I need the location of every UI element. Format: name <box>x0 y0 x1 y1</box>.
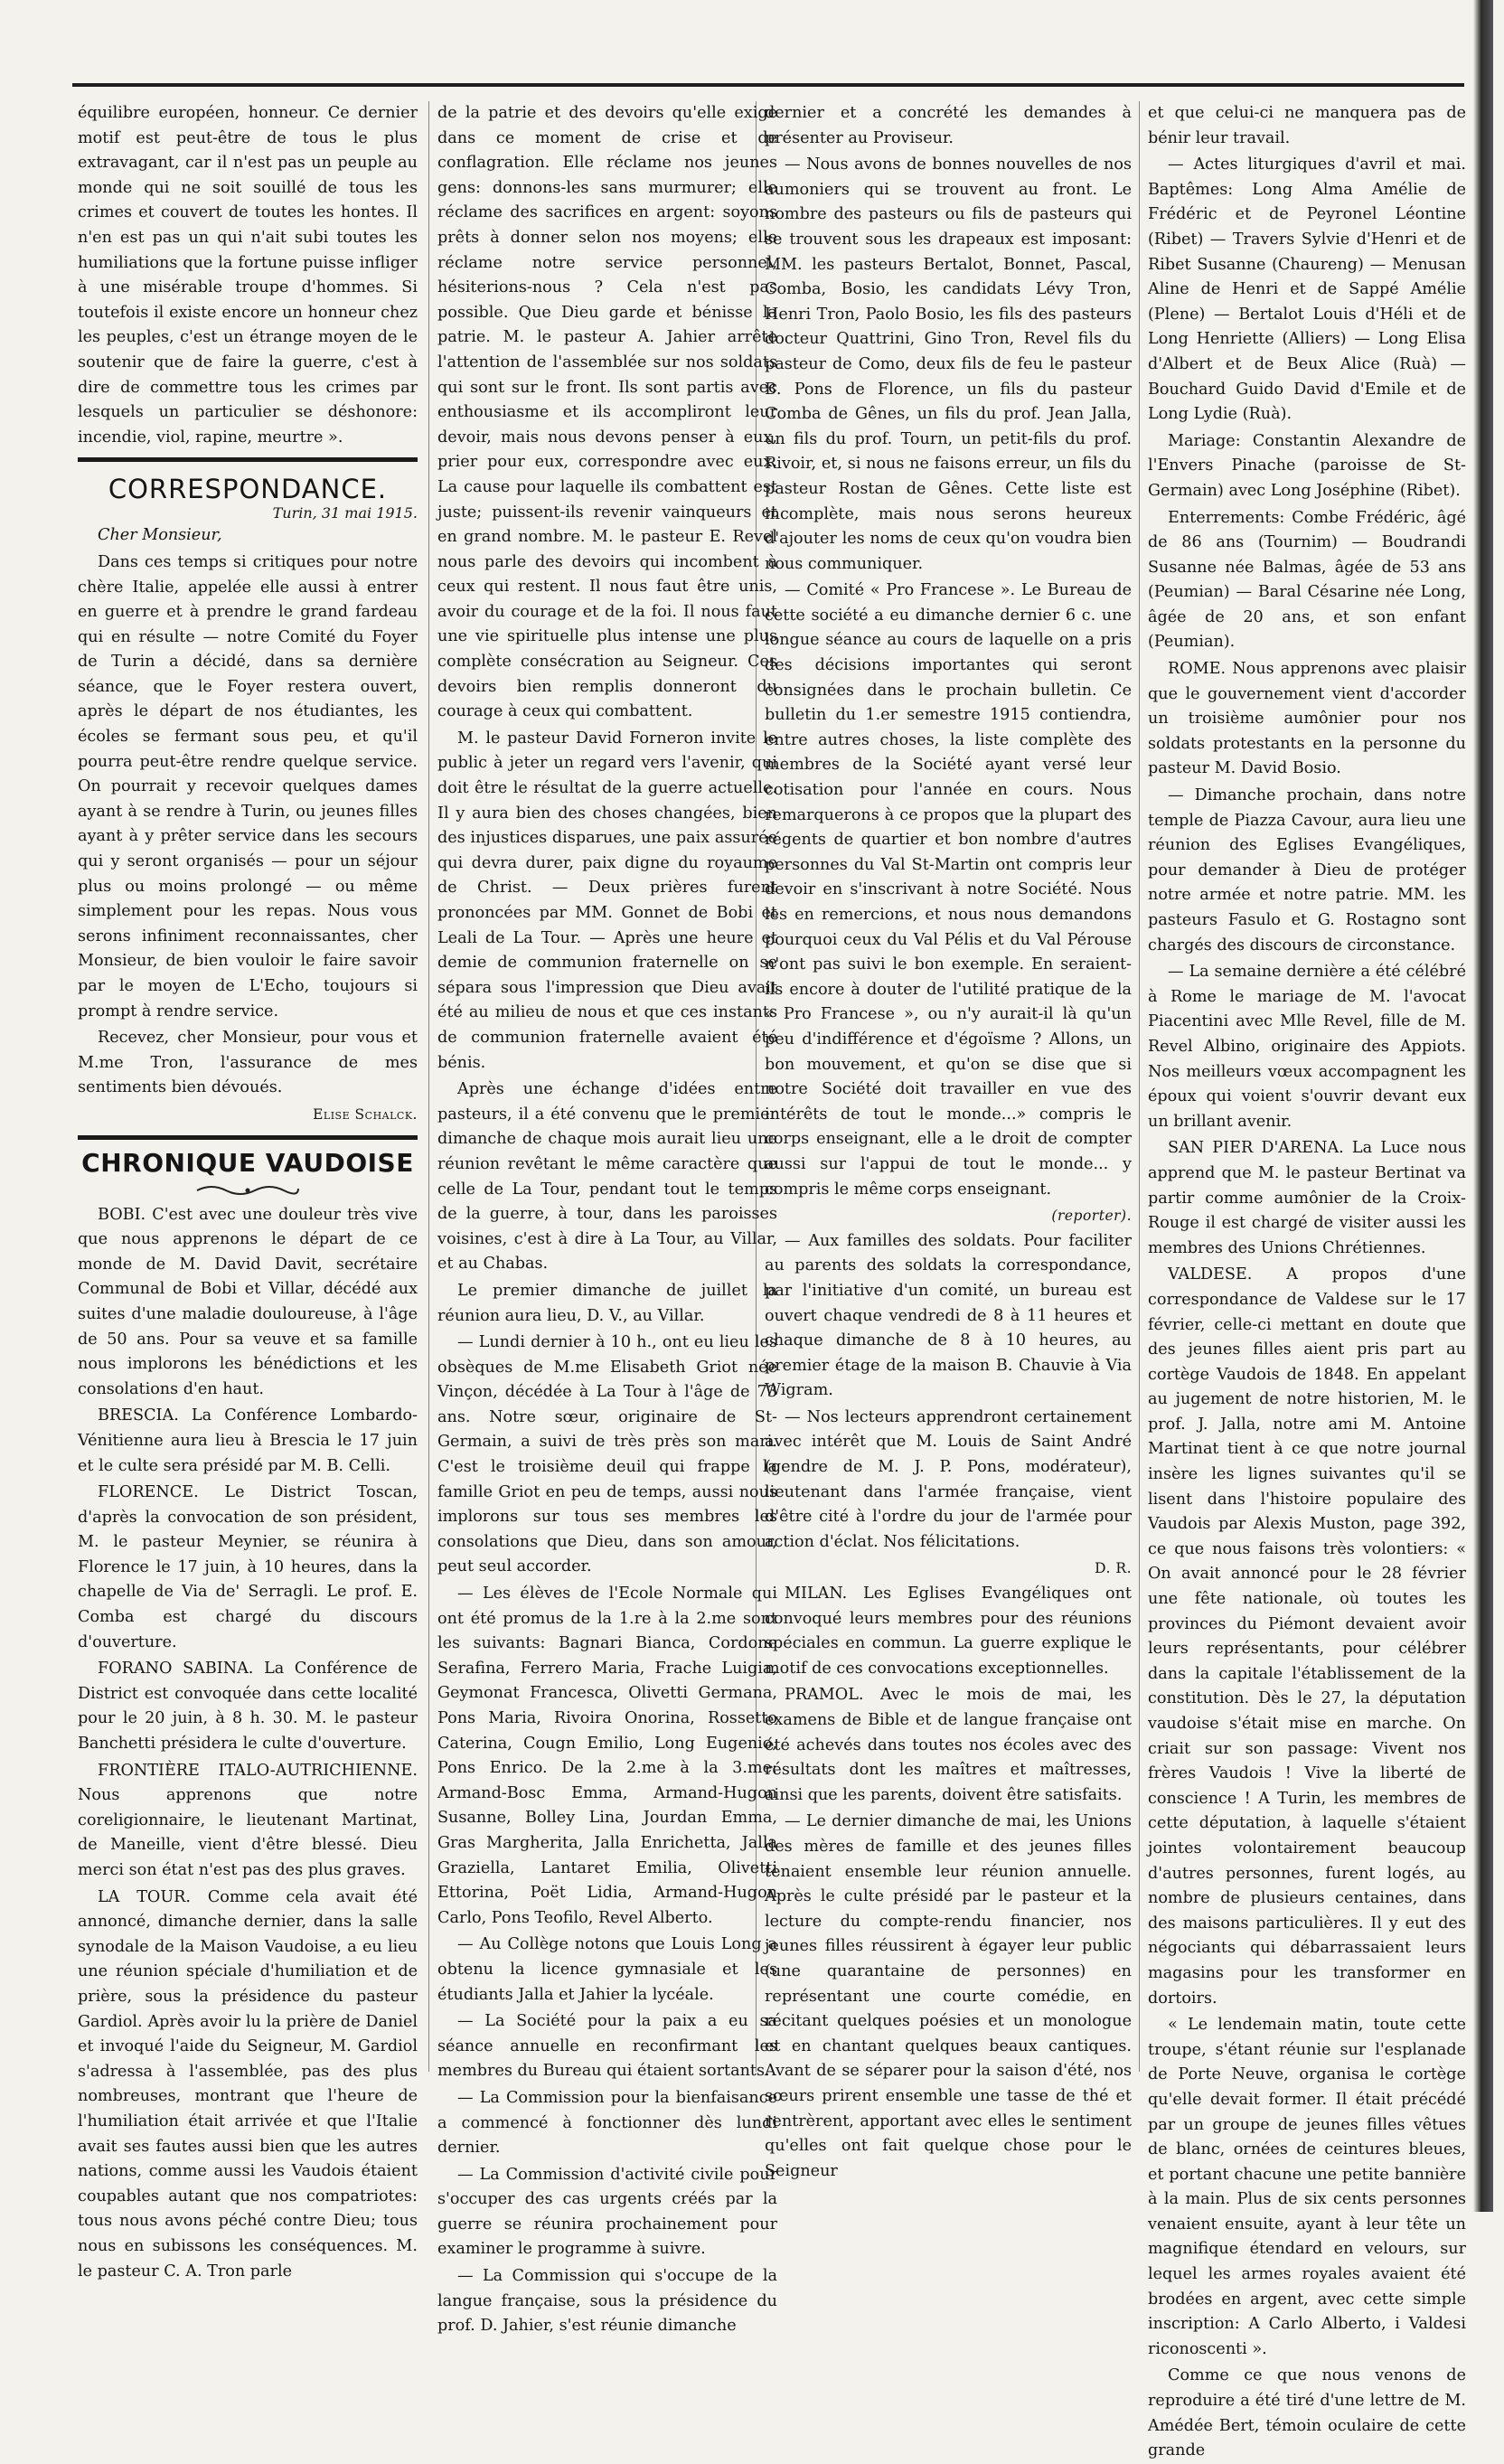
paragraph: — La Société pour la paix a eu sa séance annuelle en reconfirmant les membres du Bureau qui étaient sortants. <box>437 2012 777 2081</box>
paragraph: MILAN. Les Eglises Evangéliques ont convoqué leurs membres pour des réunions spéciales en commun. La guerre explique le motif de ces convocations exceptionnelles. <box>765 1585 1132 1678</box>
section-rule <box>78 457 418 462</box>
column-2 <box>437 101 777 2336</box>
paragraph: — Au Collège notons que Louis Long a obtenu la licence gymnasiale et les étudiants Jalla et Jahier la lycéale. <box>437 1935 777 2004</box>
paragraph: — La Commission d'activité civile pour s'occuper des cas urgents créés par la guerre se réunira prochainement pour examiner le programme à suivre. <box>437 2165 777 2259</box>
paragraph-signature: D. R. <box>1095 1560 1132 1577</box>
chronique-heading: CHRONIQUE VAUDOISE <box>81 1147 414 1178</box>
paragraph-signature: (reporter). <box>1051 1208 1132 1225</box>
paragraph: — La Commission qui s'occupe de la langue française, sous la présidence du prof. D. Jahier, s'est réunie dimanche <box>437 2267 777 2336</box>
paragraph: — Dimanche prochain, dans notre temple de Piazza Cavour, aura lieu une réunion des Eglises Evangéliques, pour demander à Dieu de protéger notre armée et notre patrie. MM. les pasteurs Fasulo et G. Rostagno sont chargés des discours de circonstance. <box>1148 786 1466 955</box>
paragraph: — La semaine dernière a été célébré à Rome le mariage de M. l'avocat Piacentini avec Mlle Revel, fille de M. Revel Albino, originaire des Appiots. Nos meilleurs vœux accompagnent les époux qui voient s'ouvrir devant eux un brillant avenir. <box>1148 963 1466 1131</box>
paragraph: PRAMOL. Avec le mois de mai, les examens de Bible et de langue française ont été achevés dans toutes nos écoles avec des résultats dont les maîtres et maîtresses, ainsi que les parents, doivent être satisfaits. <box>765 1686 1132 1804</box>
column-1 <box>78 101 418 2281</box>
column-4 <box>1148 101 1466 2460</box>
correspondance-heading: CORRESPONDANCE. <box>108 474 388 505</box>
paragraph: M. le pasteur David Forneron invite le public à jeter un regard vers l'avenir, qui doit être le résultat de la guerre actuelle. Il y aura bien des choses changées, bien des injustices disparues, une paix assurée qui devra durer, paix digne du royaume de Christ. — Deux prières furent prononcées par MM. Gonnet de Bobi et Leali de La Tour. — Après une heure et demie de communion fraternelle on se sépara sous l'impression que Dieu avait été au milieu de nous et que ces instants de communion fraternelle avaient été bénis. <box>437 729 777 1072</box>
paragraph: — Le dernier dimanche de mai, les Unions des mères de famille et des jeunes filles tenaient ensemble leur réunion annuelle. Après le culte présidé par le pasteur et la lecture du compte-rendu financier, nos jeunes filles réussirent à égayer leur public (une quarantaine de personnes) en représentant une courte comédie, en récitant quelques poésies et un monologue et en chantant quelques beaux cantiques. Avant de se séparer pour la saison d'été, nos sœurs prirent ensemble une tasse de thé et rentrèrent, apportant avec elles le sentiment qu'elles ont fait quelque chose pour le Seigneur <box>765 1812 1132 2180</box>
news-brescia: BRESCIA. La Conférence Lombardo-Vénitienne aura lieu à Brescia le 17 juin et le culte sera présidé par M. B. Celli. <box>78 1406 418 1475</box>
column-divider <box>428 101 429 2072</box>
paragraph: — Aux familles des soldats. Pour faciliter au parents des soldats la correspondance, par l'initiative d'un comité, un bureau est ouvert chaque vendredi de 8 à 11 heures et chaque dimanche de 8 à 10 heures, au premier étage de la maison B. Chauvie à Via Wigram. <box>765 1231 1132 1400</box>
paragraph: Comme ce que nous venons de reproduire a été tiré d'une lettre de M. Amédée Bert, témoin oculaire de cette grande <box>1148 2366 1466 2460</box>
paragraph: « Le lendemain matin, toute cette troupe, s'étant réunie sur l'esplanade de Porte Neuve, organisa le cortège qu'elle devait former. Il était précédé par un groupe de jeunes filles vêtues de blanc, ornées de ceintures bleues, et portant chacune une petite bannière à la main. Plus de six cents personnes venaient ensuite, ayant à leur tête un magnifique étendard en velours, sur lequel les armes royales avaient été brodées en argent, avec cette simple inscription: A Carlo Alberto, i Valdesi riconoscenti ». <box>1148 2016 1466 2358</box>
paragraph: — Les élèves de l'Ecole Normale qui ont été promus de la 1.re à la 2.me sont les suivants: Bagnari Bianca, Cordone Serafina, Ferrero Maria, Frache Luigia, Geymonat Francesca, Olivetti Germana, Pons Maria, Rivoira Onorina, Rossetto Caterina, Cougn Emilio, Long Eugenio, Pons Enrico. De la 2.me à la 3.me: Armand-Bosc Emma, Armand-Hugon Susanne, Bolley Lina, Jourdan Emma, Gras Margherita, Jalla Enrichetta, Jalla Graziella, Lantaret Emilia, Olivetti Ettorina, Poët Lidia, Armand-Hugon Carlo, Pons Teofilo, Revel Alberto. <box>437 1585 777 1927</box>
paragraph: Le premier dimanche de juillet la réunion aura lieu, D. V., au Villar. <box>437 1281 777 1325</box>
letter-body: Dans ces temps si critiques pour notre chère Italie, appelée elle aussi à entrer en guerre et à prendre le grand fardeau qui en résulte — notre Comité du Foyer de Turin a décidé, dans sa dernière séance, que le Foyer restera ouvert, après le départ de nos étudiantes, les écoles se fermant sous peu, et qu'il pourra peut-être rendre quelque service. On pourrait y recevoir quelques dames ayant à se rendre à Turin, ou jeunes filles ayant à y prêter service dans les secours qui y seront organisés — pour un séjour plus ou moins prolongé — ou même simplement pour les repas. Nous vous serons infiniment reconnaissantes, cher Monsieur, de bien vouloir le faire savoir par le moyen de L'Echo, toujours si prompt à rendre service. <box>78 552 418 1020</box>
paragraph: et que celui-ci ne manquera pas de bénir leur travail. <box>1148 104 1466 147</box>
letter-date: Turin, 31 mai 1915. <box>272 504 418 522</box>
letter-closing: Recevez, cher Monsieur, pour vous et M.me Tron, l'assurance de mes sentiments bien dévoués. <box>78 1029 418 1097</box>
article-continuation: équilibre européen, honneur. Ce dernier motif est peut-être de tous le plus extravagant, car il n'est pas un peuple au monde qui ne soit souillé de tous les crimes et couvert de toutes les hontes. Il n'en est pas un qui n'ait subi toutes les humiliations que la fortune puisse infliger à une misérable troupe d'hommes. Si toutefois il existe encore un honneur chez les peuples, c'est un étrange moyen de le soutenir que de faire la guerre, c'est à dire de commettre tous les crimes par lesquels un particulier se déshonore: incendie, viol, rapine, meurtre ». <box>78 104 418 447</box>
news-forano: FORANO SABINA. La Conférence de District est convoquée dans cette localité pour le 20 juin, à 8 h. 30. M. le pasteur Banchetti présidera le culte d'ouverture. <box>78 1660 418 1754</box>
news-frontiere: FRONTIÈRE ITALO-AUTRICHIENNE. Nous apprenons que notre coreligionnaire, le lieutenant Martinat, de Maneille, vient d'être blessé. Dieu merci son état n'est pas des plus graves. <box>78 1761 418 1879</box>
paragraph: VALDESE. A propos d'une correspondance de Valdese sur le 17 février, celle-ci mettant en doute que des jeunes filles aient pris part au cortège Vaudois de 1848. En appelant au jugement de notre historien, M. le prof. J. Jalla, notre ami M. Antoine Martinat tient à ce que notre journal insère les lignes suivantes qu'il se lisent dans l'histoire populaire des Vaudois par Alexis Muston, page 392, ce que nous faisons très volontiers: « On avait annoncé pour le 28 février une fête nationale, où toutes les provinces du Piémont devaient avoir leurs représentants, pour célébrer dans la capitale l'établissement de la constitution. Dès le 27, la députation vaudoise s'était mise en marche. On criait sur son passage: Vivent nos frères Vaudois ! Vive la liberté de conscience ! A Turin, les membres de cette députation, à laquelle s'étaient jointes volontairement beaucoup d'autres personnes, furent logés, au nombre de plusieurs centaines, dans des maisons particulières. Il y eut des négociants qui débarrassaient leurs magasins pour les transformer en dortoirs. <box>1148 1265 1466 2008</box>
paragraph: — La Commission pour la bienfaisance a commencé à fonctionner dès lundi dernier. <box>437 2088 777 2158</box>
paragraph: — Lundi dernier à 10 h., ont eu lieu les obsèques de M.me Elisabeth Griot née Vinçon, décédée à La Tour à l'âge de 73 ans. Notre sœur, originaire de St-Germain, a suivi de très près son mari. C'est le troisième deuil qui frappe la famille Griot en peu de temps, aussi nous implorons sur tous ses membres les consolations que Dieu, dans son amour, peut seul accorder. <box>437 1333 777 1576</box>
column-divider <box>1139 101 1140 2072</box>
paragraph: ROME. Nous apprenons avec plaisir que le gouvernement vient d'accorder un troisième aumônier pour nos soldats protestants en la personne du pasteur M. David Bosio. <box>1148 660 1466 778</box>
section-rule <box>78 1135 418 1140</box>
paragraph: — Comité « Pro Francese ». Le Bureau de cette société a eu dimanche dernier 6 c. une longue séance au cours de laquelle on a pris des décisions importantes qui seront consignées dans le prochain bulletin. Ce bulletin du 1.er semestre 1915 contiendra, entre autres choses, la liste complète des membres de la Société ayant versé leur cotisation pour l'année en cours. Nous remarquerons à ce propos que la plupart des régents de quartier et bon nombre d'autres personnes du Val St-Martin ont compris leur devoir en s'inscrivant à notre Société. Nous les en remercions, et nous nous demandons pourquoi ceux du Val Pélis et du Val Pérouse n'ont pas suivi le bon exemple. En seraient-ils encore à douter de l'utilité pratique de la « Pro Francese », ou n'y aurait-il là qu'un peu d'indifférence et d'égoïsme ? Allons, un bon mouvement, et qu'on se dise que si notre Société doit travailler en vue des intérêts de tout le monde...» compris le corps enseignant, elle a le droit de compter aussi sur l'appui de tout le monde... y compris le même corps enseignant. <box>765 581 1132 1199</box>
paragraph: de la patrie et des devoirs qu'elle exige dans ce moment de crise et de conflagration. Elle réclame nos jeunes gens: donnons-les sans murmurer; elle réclame des sacrifices en argent: soyons prêts à donner selon nos moyens; elle réclame notre service personnel, hésiterions-nous ? Cela n'est pas possible. Que Dieu garde et bénisse la patrie. M. le pasteur A. Jahier arrête l'attention de l'assemblée sur nos soldats qui sont sur le front. Ils sont partis avec enthousiasme et ils accompliront leur devoir, mais nous devons penser à eux, prier pour eux, correspondre avec eux. La cause pour laquelle ils combattent est juste; puissent-ils revenir vainqueurs et en grand nombre. M. le pasteur E. Revel nous parle des devoirs qui incombent à ceux qui restent. Il nous faut être unis, avoir du courage et de la foi. Il nous faut une vie spirituelle plus intense une plus complète consécration au Seigneur. Ces devoirs bien remplis donneront du courage à ceux qui combattent. <box>437 104 777 721</box>
page-edge-shadow <box>1473 0 1493 2212</box>
paragraph: SAN PIER D'ARENA. La Luce nous apprend que M. le pasteur Bertinat va partir comme aumônier de la Croix-Rouge il est chargé de visiter aussi les membres des Unions Chrétiennes. <box>1148 1139 1466 1257</box>
letter-salutation: Cher Monsieur, <box>98 526 222 545</box>
paragraph: dernier et a concrété les demandes à présenter au Proviseur. <box>765 104 1132 147</box>
paragraph: Enterrements: Combe Frédéric, âgé de 86 ans (Tournim) — Boudrandi Susanne née Balmas, âgée de 53 ans (Peumian) — Baral Césarine née Long, âgée de 20 ans, et son enfant (Peumian). <box>1148 508 1466 652</box>
letter-signature: Elise Schalck. <box>313 1105 418 1123</box>
paragraph: — Nos lecteurs apprendront certainement avec intérêt que M. Louis de Saint André (gendre de M. J. P. Pons, modérateur), lieutenant dans l'armée française, vient d'être cité à l'ordre du jour de l'armée pour action d'éclat. Nos félicitations. <box>765 1407 1132 1551</box>
column-3 <box>765 101 1132 2180</box>
paragraph: Mariage: Constantin Alexandre de l'Envers Pinache (paroisse de St-Germain) avec Long Joséphine (Ribet). <box>1148 431 1466 500</box>
ornament-flourish-icon <box>193 1183 302 1196</box>
news-florence: FLORENCE. Le District Toscan, d'après la convocation de son président, M. le pasteur Meynier, se réunira à Florence le 17 juin, à 10 heures, dans la chapelle de Via de' Serragli. Le prof. E. Comba est chargé du discours d'ouverture. <box>78 1483 418 1651</box>
news-latour: LA TOUR. Comme cela avait été annoncé, dimanche dernier, dans la salle synodale de la Maison Vaudoise, a eu lieu une réunion spéciale d'humiliation et de prière, sous la présidence du pasteur Gardiol. Après avoir lu la prière de Daniel et invoqué l'aide du Seigneur, M. Gardiol s'adressa à l'assemblée, pas des plus nombreuses, montrant que l'heure de l'humiliation était arrivée et que l'Italie avait ses fautes aussi bien que les autres nations, comme aussi les Vaudois étaient coupables autant que nos compatriotes: tous nous avons péché contre Dieu; tous nous en subissons les conséquences. M. le pasteur C. A. Tron parle <box>78 1887 418 2281</box>
paragraph: Après une échange d'idées entre pasteurs, il a été convenu que le premier dimanche de chaque mois aurait lieu une réunion revêtant le même caractère que celle de La Tour, pendant tout le temps de la guerre, à tour, dans les paroisses voisines, c'est à dire à La Tour, au Villar, et au Chabas. <box>437 1080 777 1274</box>
news-bobi: BOBI. C'est avec une douleur très vive que nous apprenons le départ de ce monde de M. David Davit, secrétaire Communal de Bobi et Villar, décédé aux suites d'une maladie douloureuse, à l'âge de 50 ans. Pour sa veuve et sa famille nous implorons les bénédictions et les consolations d'en haut. <box>78 1205 418 1398</box>
paragraph: — Actes liturgiques d'avril et mai. Baptêmes: Long Alma Amélie de Frédéric et de Peyronel Léontine (Ribet) — Travers Sylvie d'Henri et de Ribet Susanne (Chaureng) — Menusan Aline de Henri et de Sappé Amélie (Plene) — Bertalot Louis d'Héli et de Long Henriette (Alliers) — Long Elisa d'Albert et de Beux Alice (Ruà) — Bouchard Guido David d'Emile et de Long Lydie (Ruà). <box>1148 155 1466 424</box>
paragraph: — Nous avons de bonnes nouvelles de nos aumoniers qui se trouvent au front. Le nombre des pasteurs ou fils de pasteurs qui se trouvent sous les drapeaux est imposant: MM. les pasteurs Bertalot, Bonnet, Pascal, Comba, Bosio, les candidats Lévy Tron, Henri Tron, Paolo Bosio, les fils des pasteurs docteur Quattrini, Gino Tron, Revel fils du pasteur de Como, deux fils de feu le pasteur B. Pons de Florence, un fils du pasteur Comba de Gênes, un fils du prof. Jean Jalla, un fils du prof. Tourn, un petit-fils du prof. Rivoir, et, si nous ne faisons erreur, un fils du pasteur Rostan de Gênes. Cette liste est incomplète, mais nous serons heureux d'ajouter les noms de ceux qu'on voudra bien nous communiquer. <box>765 155 1132 573</box>
header-rule <box>72 83 1464 87</box>
